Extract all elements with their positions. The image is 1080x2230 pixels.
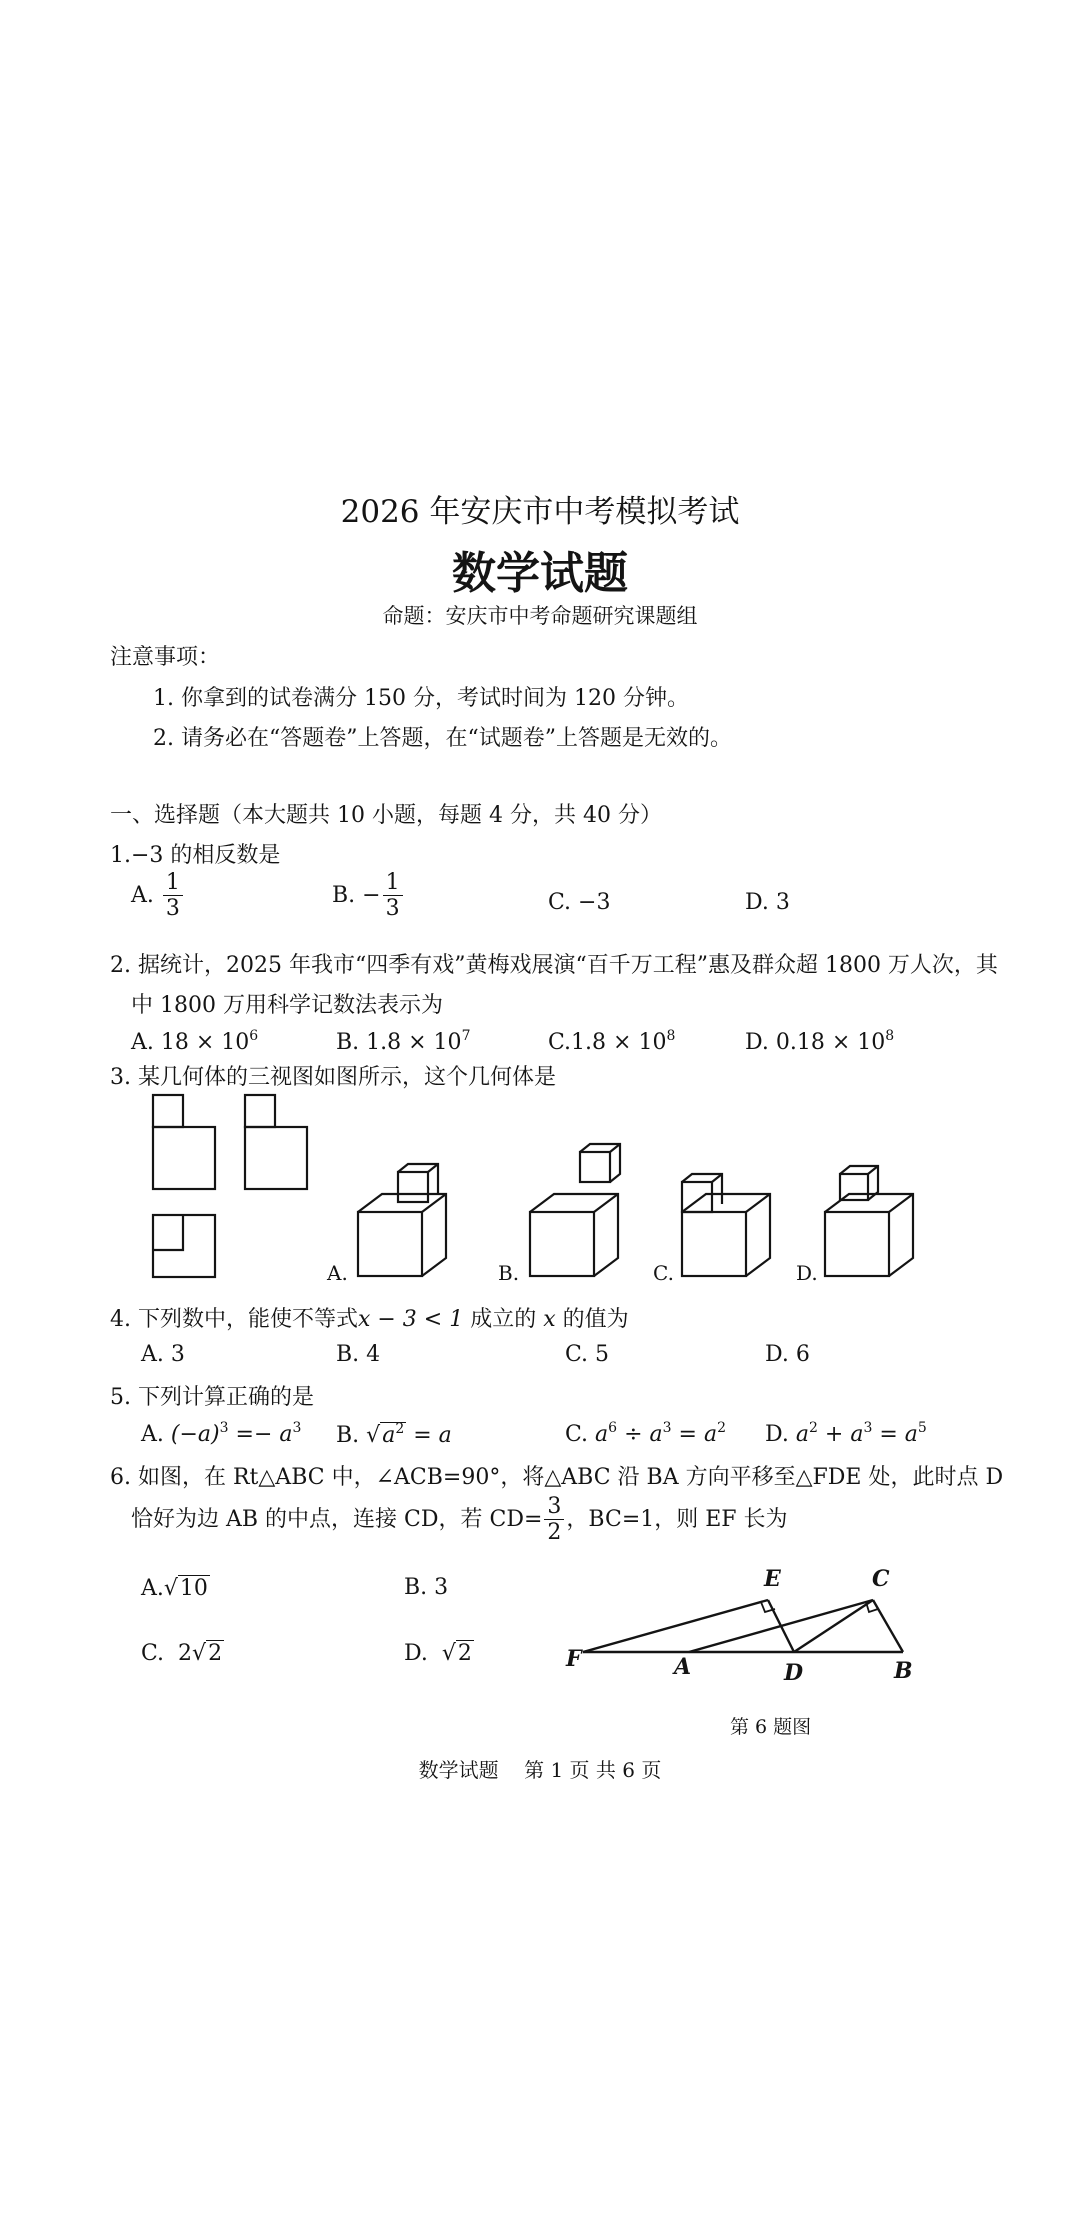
segment-cd: [794, 1600, 873, 1652]
option-label: B.: [332, 882, 356, 908]
exponent: 5: [917, 1420, 927, 1436]
sqrt: √10: [163, 1576, 208, 1601]
fraction: [383, 870, 403, 922]
option-label: C.: [565, 1422, 589, 1447]
q5-option-b: [336, 1422, 452, 1448]
q2-stem-line1: 2. 据统计，2025 年我市“四季有戏”黄梅戏展演“百千万工程”惠及群众超 1800 万人次，其: [110, 953, 998, 978]
variable: x: [543, 1307, 556, 1332]
option-label: D.: [404, 1641, 428, 1666]
q6-figure-caption: 第 6 题图: [730, 1716, 812, 1738]
point-label-d: D: [784, 1660, 804, 1686]
exam-title: 2026 年安庆市中考模拟考试: [340, 494, 740, 530]
stem-text: 恰好为边 AB 的中点，连接 CD，若 CD=: [131, 1506, 543, 1532]
sqrt: $√a^2$: [366, 1421, 405, 1448]
top-view-inner-square: [153, 1215, 183, 1250]
q4-option-a: A. 3: [141, 1342, 185, 1367]
q4-stem: [110, 1302, 629, 1333]
notice-item: 1. 你拿到的试卷满分 150 分，考试时间为 120 分钟。: [153, 686, 689, 711]
point-label-c: C: [872, 1566, 890, 1592]
exponent: 7: [461, 1028, 471, 1044]
stem-text: 4. 下列数中，能使不等式: [110, 1307, 358, 1332]
expression: = a: [406, 1423, 452, 1448]
q6-figure: [0, 1540, 1080, 1740]
q2-stem-line2: 中 1800 万用科学记数法表示为: [131, 993, 443, 1018]
exponent: 2: [717, 1420, 727, 1436]
q5-option-c: [565, 1422, 726, 1447]
numerator: 3: [544, 1494, 564, 1520]
solid-option-b: [530, 1144, 620, 1276]
sqrt: √2: [441, 1641, 472, 1666]
point-label-a: A: [674, 1654, 692, 1680]
option-label: D.: [765, 1422, 789, 1447]
expression: a: [595, 1422, 609, 1447]
q2-option-b: [336, 1030, 470, 1055]
exponent: 3: [662, 1420, 672, 1436]
q1-stem: 1.−3 的相反数是: [110, 843, 281, 868]
solid-label-a: A.: [327, 1261, 348, 1285]
segment-fe: [583, 1600, 768, 1652]
exponent: 6: [249, 1028, 259, 1044]
stem-text: 的值为: [555, 1307, 629, 1332]
denominator: 3: [165, 896, 180, 922]
denominator: 2: [547, 1520, 562, 1546]
front-view-small-square: [153, 1095, 183, 1127]
subject-title: 数学试题: [452, 548, 628, 599]
page-footer: 数学试题 第 1 页 共 6 页: [418, 1758, 662, 1782]
fraction: [544, 1494, 564, 1546]
q4-option-d: D. 6: [765, 1342, 810, 1367]
expression: = a: [872, 1422, 918, 1447]
author-line: 命题：安庆市中考命题研究课题组: [382, 604, 698, 628]
q3-stem: 3. 某几何体的三视图如图所示，这个几何体是: [110, 1065, 556, 1090]
solid-label-b: B.: [498, 1261, 520, 1285]
notice-label: 注意事项：: [110, 645, 221, 670]
exponent: 2: [395, 1421, 405, 1437]
q1-option-d: D. 3: [745, 890, 790, 915]
expression: (−a): [170, 1422, 220, 1447]
stem-text: ，BC=1，则 EF 长为: [566, 1506, 788, 1532]
exponent: 3: [863, 1420, 873, 1436]
point-label-f: F: [566, 1646, 582, 1672]
side-view-big-square: [245, 1127, 307, 1189]
stem-text: 成立的: [463, 1307, 544, 1332]
option-text: B. 1.8 × 10: [336, 1030, 462, 1055]
option-text: C.1.8 × 10: [548, 1030, 667, 1055]
expression: ÷ a: [617, 1422, 663, 1447]
q2-option-a: [131, 1030, 258, 1055]
expression: + a: [817, 1422, 864, 1447]
q6-stem-line2: [131, 1494, 788, 1546]
q6-stem-line1: 6. 如图，在 Rt△ABC 中，∠ACB=90°，将△ABC 沿 BA 方向平移至△FDE 处，此时点 D: [110, 1465, 1004, 1490]
right-angle-e: [761, 1602, 775, 1612]
solid-label-d: D.: [796, 1261, 818, 1285]
segment-cb: [873, 1600, 903, 1652]
solid-option-d: [825, 1166, 913, 1276]
option-label: A.: [141, 1576, 164, 1601]
option-label: C.: [141, 1641, 165, 1666]
numerator: 1: [163, 870, 183, 896]
section-title: 一、选择题（本大题共 10 小题，每题 4 分，共 40 分）: [110, 803, 662, 828]
option-label: A.: [141, 1422, 164, 1447]
q1-option-a: [131, 870, 185, 922]
point-label-e: E: [764, 1566, 781, 1592]
q4-option-b: B. 4: [336, 1342, 381, 1367]
sqrt: √2: [192, 1641, 223, 1666]
segment-ac: [689, 1600, 873, 1652]
q4-option-c: C. 5: [565, 1342, 610, 1367]
exponent: 8: [666, 1028, 676, 1044]
fraction: [163, 870, 183, 922]
radicand: 2: [208, 1641, 223, 1666]
option-label: B.: [336, 1423, 360, 1448]
expression: =− a: [228, 1422, 293, 1447]
numerator: 1: [383, 870, 403, 896]
q5-option-d: [765, 1422, 927, 1447]
denominator: 3: [385, 896, 400, 922]
q6-option-b: B. 3: [404, 1575, 449, 1600]
expression: a: [795, 1422, 809, 1447]
q1-option-b: [332, 870, 405, 922]
minus-sign: −: [362, 882, 381, 908]
q5-stem: 5. 下列计算正确的是: [110, 1385, 314, 1410]
exponent: 3: [219, 1420, 229, 1436]
front-view-big-square: [153, 1127, 215, 1189]
notice-item: 2. 请务必在“答题卷”上答题，在“试题卷”上答题是无效的。: [153, 726, 732, 751]
option-label: A.: [131, 882, 154, 908]
exponent: 3: [292, 1420, 302, 1436]
radicand: a: [382, 1423, 396, 1448]
solid-option-a: [358, 1164, 446, 1276]
option-text: A. 18 × 10: [131, 1030, 250, 1055]
solid-label-c: C.: [653, 1261, 674, 1285]
inequality: x − 3 < 1: [357, 1307, 464, 1332]
q1-option-c: C. −3: [548, 890, 611, 915]
q2-option-d: [745, 1030, 894, 1055]
point-label-b: B: [894, 1658, 913, 1684]
expression: = a: [671, 1422, 718, 1447]
exponent: 6: [608, 1420, 618, 1436]
radicand: 10: [179, 1576, 208, 1601]
exponent: 8: [885, 1028, 895, 1044]
q2-option-c: [548, 1030, 675, 1055]
side-view-small-square: [245, 1095, 275, 1127]
option-text: D. 0.18 × 10: [745, 1030, 886, 1055]
radicand: 2: [457, 1641, 472, 1666]
solid-option-c: [682, 1174, 770, 1276]
exponent: 2: [808, 1420, 818, 1436]
q5-option-a: [141, 1422, 301, 1447]
coefficient: 2: [178, 1641, 193, 1666]
